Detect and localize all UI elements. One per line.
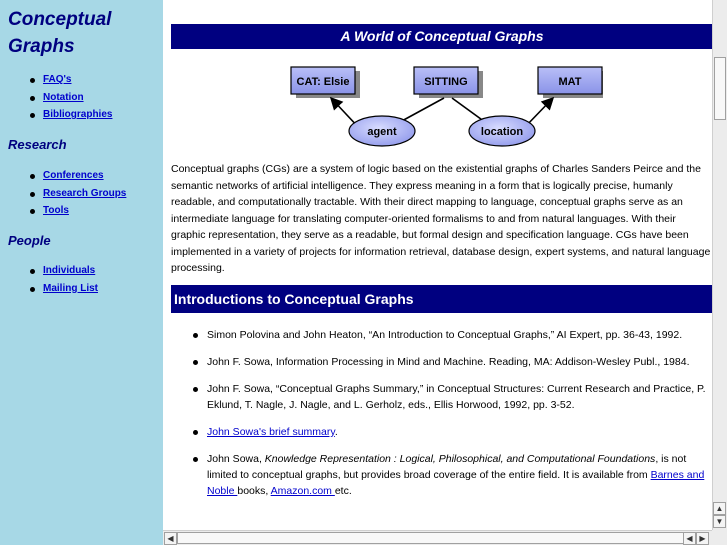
reference-text: Simon Polovina and John Heaton, “An Introduction to Conceptual Graphs,” AI Expert, pp. 36-43, 1992. bbox=[207, 329, 683, 341]
scroll-left-button[interactable] bbox=[164, 532, 177, 545]
reference-text: . bbox=[334, 426, 338, 438]
nav-item-faqs[interactable] bbox=[24, 74, 112, 92]
bullet-icon bbox=[193, 457, 198, 462]
site-title: Conceptual Graphs bbox=[8, 9, 112, 57]
bullet-icon bbox=[30, 209, 35, 214]
nav-link-faqs[interactable]: FAQ's bbox=[43, 74, 72, 85]
sidebar bbox=[0, 0, 163, 545]
arrow-left-icon: ◀ bbox=[686, 534, 693, 543]
scroll-up-button[interactable] bbox=[713, 502, 726, 515]
horizontal-scroll-thumb[interactable] bbox=[177, 532, 687, 544]
scrollbar-corner bbox=[712, 530, 727, 545]
bullet-icon bbox=[30, 192, 35, 197]
page-banner: A World of Conceptual Graphs bbox=[171, 24, 712, 49]
reference-text: John F. Sowa, Information Processing in Mind and Machine. Reading, MA: Addison-Wesley Publ., 1984. bbox=[207, 356, 690, 368]
concept-label-cat: CAT: Elsie bbox=[296, 76, 350, 88]
arrow-right-icon: ▶ bbox=[699, 534, 706, 543]
vertical-scroll-thumb[interactable] bbox=[714, 57, 726, 120]
bullet-icon bbox=[30, 96, 35, 101]
nav-link-mailing-list[interactable]: Mailing List bbox=[43, 282, 98, 294]
bullet-icon bbox=[193, 430, 198, 435]
bullet-icon bbox=[30, 287, 35, 292]
horizontal-scrollbar[interactable] bbox=[163, 530, 712, 545]
reference-author: John Sowa, bbox=[207, 453, 265, 465]
nav-link-bibliographies[interactable]: Bibliographies bbox=[43, 109, 113, 120]
bullet-icon bbox=[193, 333, 198, 338]
reference-text: , is not limited to conceptual graphs, but provides broad coverage of the entire field. It is available from bbox=[207, 453, 687, 481]
nav-link-notation[interactable]: Notation bbox=[43, 91, 84, 103]
intro-paragraph: Conceptual graphs (CGs) are a system of logic based on the existential graphs of Charles Sanders Peirce and the semantic networks of artificial intelligence. They express meaning in a form that is logically precise, humanly readable, and computationally tractable. With their direct mapping to language, conceptual graphs serve as an intermediate language for translating computer-oriented formalisms to and from natural languages. With their graphic representation, they serve as a readable, but formal design and specification language. CGs have been implemented in a variety of projects for information retrieval, database design, expert systems, and natural language processing. bbox=[171, 163, 711, 274]
reference-text: books, bbox=[237, 485, 271, 497]
amazon-link[interactable]: Amazon.com bbox=[270, 485, 335, 497]
nav-item-conferences[interactable] bbox=[24, 170, 126, 188]
concept-label-sitting: SITTING bbox=[424, 76, 468, 88]
scroll-down-button[interactable] bbox=[713, 515, 726, 528]
arrow-left-icon: ◀ bbox=[167, 534, 174, 543]
list-item bbox=[187, 381, 712, 413]
reference-book-title: Knowledge Representation : Logical, Philosophical, and Computational Foundations bbox=[264, 453, 656, 465]
nav-item-bibliographies[interactable] bbox=[24, 109, 112, 127]
scroll-left-button-secondary[interactable] bbox=[683, 532, 696, 545]
section-heading-people: People bbox=[8, 233, 51, 248]
nav-link-conferences[interactable]: Conferences bbox=[43, 170, 104, 181]
arrow-up-icon: ▲ bbox=[715, 504, 724, 513]
relation-label-agent: agent bbox=[367, 126, 397, 138]
vertical-scrollbar[interactable] bbox=[712, 0, 727, 530]
relation-label-location: location bbox=[480, 126, 524, 138]
nav-group-people bbox=[24, 265, 98, 300]
bullet-icon bbox=[193, 360, 198, 365]
nav-item-research-groups[interactable] bbox=[24, 188, 126, 206]
list-item bbox=[187, 354, 712, 370]
bullet-icon bbox=[30, 113, 35, 118]
section-title-introductions: Introductions to Conceptual Graphs bbox=[171, 285, 712, 313]
nav-item-mailing-list[interactable] bbox=[24, 283, 98, 301]
nav-link-individuals[interactable]: Individuals bbox=[43, 265, 96, 276]
conceptual-graph-diagram bbox=[273, 64, 603, 156]
bullet-icon bbox=[30, 269, 35, 274]
sowa-summary-link[interactable]: John Sowa's brief summary bbox=[207, 426, 335, 438]
main-content bbox=[163, 0, 712, 530]
reference-list bbox=[187, 327, 712, 510]
line-sitting-to-agent bbox=[400, 98, 444, 122]
nav-item-individuals[interactable] bbox=[24, 265, 98, 283]
bullet-icon bbox=[193, 387, 198, 392]
reference-text: John F. Sowa, “Conceptual Graphs Summary,” in Conceptual Structures: Current Research and Practice, P. Eklund, T. Nagle, J. Nagle, and L. Gerholz, eds., Ellis Horwood, 1992, pp. 3-52. bbox=[207, 383, 706, 411]
list-item bbox=[187, 327, 712, 343]
list-item bbox=[187, 451, 712, 499]
line-sitting-to-location bbox=[452, 98, 485, 122]
nav-group-research bbox=[24, 170, 126, 223]
nav-item-notation[interactable] bbox=[24, 92, 112, 110]
concept-label-mat: MAT bbox=[558, 76, 582, 88]
nav-link-research-groups[interactable]: Research Groups bbox=[43, 187, 127, 199]
reference-text: etc. bbox=[334, 485, 352, 497]
bullet-icon bbox=[30, 174, 35, 179]
nav-link-tools[interactable]: Tools bbox=[43, 205, 69, 216]
nav-item-tools[interactable] bbox=[24, 205, 126, 223]
scroll-right-button[interactable] bbox=[696, 532, 709, 545]
list-item bbox=[187, 424, 712, 440]
nav-group-general bbox=[24, 74, 112, 127]
bullet-icon bbox=[30, 78, 35, 83]
arrow-down-icon: ▼ bbox=[715, 517, 724, 526]
section-heading-research: Research bbox=[8, 137, 67, 152]
barnes-and-noble-link[interactable]: Barnes and Noble bbox=[207, 469, 705, 497]
